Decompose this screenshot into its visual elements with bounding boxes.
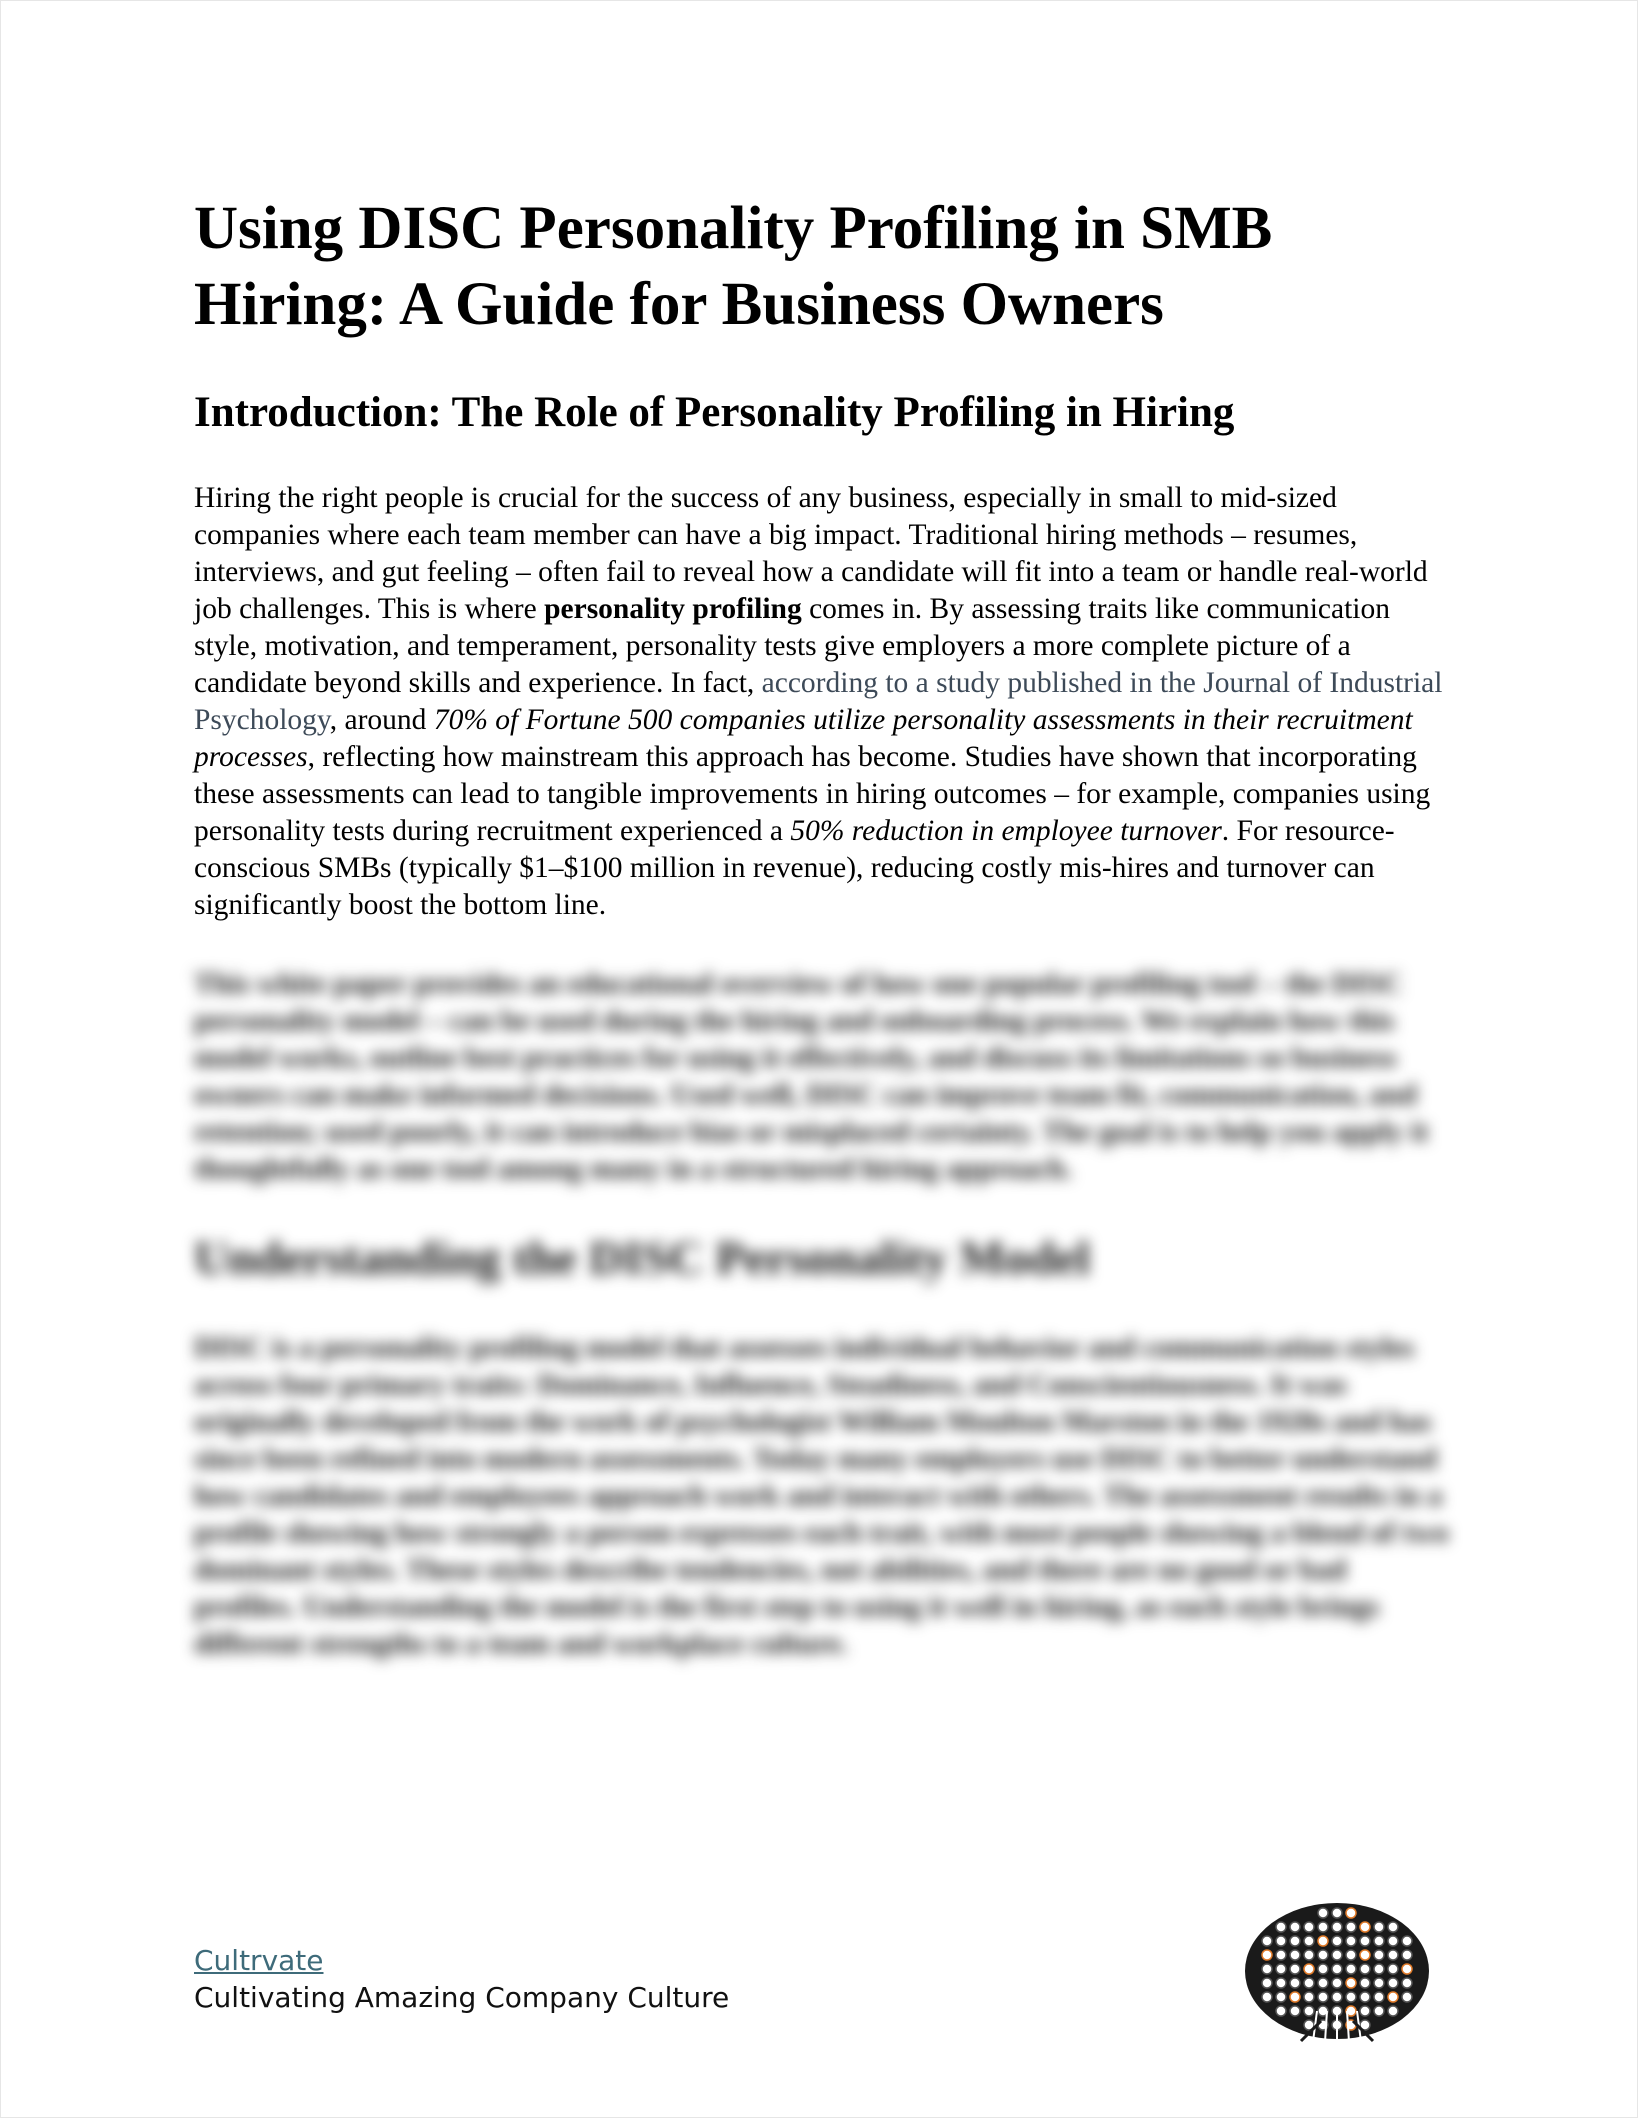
logo-node: [1332, 1950, 1342, 1960]
logo-node: [1276, 1992, 1286, 2002]
logo-node: [1276, 2006, 1286, 2016]
intro-italic-fortune-500: 70% of Fortune 500 companies utilize personality assessments in their recruitment processes: [194, 704, 1413, 773]
document-content: [194, 191, 1454, 1663]
logo-node: [1290, 1992, 1300, 2002]
document-title: Using DISC Personality Profiling in SMB Hiring: A Guide for Business Owners: [194, 195, 1273, 338]
logo-node: [1374, 1992, 1384, 2002]
logo-node: [1360, 1922, 1370, 1932]
logo-node: [1304, 1936, 1314, 1946]
logo-node: [1332, 1992, 1342, 2002]
logo-node: [1290, 1964, 1300, 1974]
logo-node: [1402, 1950, 1412, 1960]
logo-node: [1304, 1964, 1314, 1974]
logo-node: [1346, 1964, 1356, 1974]
footer-tagline: Cultivating Amazing Company Culture: [194, 1981, 730, 2014]
logo-node: [1276, 1964, 1286, 1974]
logo-node: [1318, 1992, 1328, 2002]
logo-node: [1402, 1978, 1412, 1988]
logo-node: [1374, 1978, 1384, 1988]
logo-node: [1402, 1992, 1412, 2002]
logo-node: [1276, 1922, 1286, 1932]
logo-node: [1388, 1978, 1398, 1988]
logo-node: [1304, 2006, 1314, 2016]
logo-node: [1360, 1978, 1370, 1988]
logo-node: [1388, 1950, 1398, 1960]
logo-node: [1290, 2006, 1300, 2016]
logo-node: [1262, 1964, 1272, 1974]
logo-node: [1304, 1992, 1314, 2002]
logo-node: [1374, 1950, 1384, 1960]
logo-node: [1360, 1936, 1370, 1946]
logo-node: [1402, 1964, 1412, 1974]
logo-node: [1290, 1950, 1300, 1960]
logo-node: [1304, 1922, 1314, 1932]
logo-node: [1318, 1908, 1328, 1918]
logo-node: [1374, 1936, 1384, 1946]
logo-node: [1360, 2006, 1370, 2016]
logo-node: [1332, 1936, 1342, 1946]
logo-node: [1346, 1950, 1356, 1960]
logo-node: [1290, 1978, 1300, 1988]
logo-node: [1388, 1922, 1398, 1932]
logo-node: [1374, 1922, 1384, 1932]
intro-heading: Introduction: The Role of Personality Profiling in Hiring: [194, 389, 1235, 436]
logo-node: [1304, 1950, 1314, 1960]
logo-node: [1276, 1978, 1286, 1988]
logo-node: [1332, 1978, 1342, 1988]
intro-text-4: , reflecting how mainstream this approach has become. Studies have shown that incorporating these assessments can lead to tangible improvements in hiring outcomes – for example, companies using personality tests during recruitment experienced a: [194, 741, 1431, 847]
logo-node: [1332, 1922, 1342, 1932]
logo-node: [1388, 1936, 1398, 1946]
intro-text-1: Hiring the right people is crucial for the success of any business, especially in small to mid-sized companies where each team member can have a big impact. Traditional hiring methods – resumes, interviews, and gut feeling – often fail to reveal how a candidate will fit into a team or handle real-world job challenges. This is where: [194, 482, 1428, 625]
blurred-paragraph-2: DISC is a personality profiling model that assesses individual behavior and communication styles across four primary traits: Dominance, Influence, Steadiness, and Conscientiousness. It was originally developed from the work of psychologist William Moulton Marston in the 1920s and has since been refined into modern assessments. Today many employers use DISC to better understand how candidates and employees approach work and interact with others. The assessment results in a profile showing how strongly a person expresses each trait, with most people showing a blend of two dominant styles. These styles describe tendencies, not abilities, and there are no good or bad profiles. Understanding the model is the first step to using it well in hiring, as each style brings different strengths to a team and workplace culture.: [194, 1332, 1449, 1660]
intro-text-2: comes in. By assessing traits like communication style, motivation, and temperament, personality tests give employers a more complete picture of a candidate beyond skills and experience. In fact,: [194, 593, 1390, 699]
brain-circuit-logo-icon: [1241, 1901, 1433, 2061]
logo-node: [1318, 1964, 1328, 1974]
logo-node: [1276, 1936, 1286, 1946]
logo-node: [1262, 1936, 1272, 1946]
logo-node: [1262, 1992, 1272, 2002]
logo-node: [1346, 1922, 1356, 1932]
intro-paragraph: [194, 480, 1454, 924]
logo-node: [1346, 1978, 1356, 1988]
logo-node: [1346, 1992, 1356, 2002]
logo-node: [1360, 1964, 1370, 1974]
logo-node: [1388, 1964, 1398, 1974]
logo-node: [1318, 1978, 1328, 1988]
blurred-paragraph-1: This white paper provides an educational overview of how one popular profiling tool – the DISC personality model – can be used during the hiring and onboarding process. We explain how this model works, outline best practices for using it effectively, and discuss its limitations so business owners can make informed decisions. Used well, DISC can improve team fit, communication, and retention; used poorly, it can introduce bias or misplaced certainty. The goal is to help you apply it thoughtfully as one tool among many in a structured hiring approach.: [194, 968, 1429, 1185]
logo-node: [1318, 1936, 1328, 1946]
logo-node: [1374, 1964, 1384, 1974]
logo-node: [1388, 1992, 1398, 2002]
logo-node: [1276, 1950, 1286, 1960]
footer-brand-link[interactable]: Cultrvate: [194, 1944, 324, 1977]
logo-node: [1360, 1992, 1370, 2002]
logo-node: [1290, 1936, 1300, 1946]
logo-node: [1318, 1950, 1328, 1960]
logo-node: [1262, 1978, 1272, 1988]
footer: [194, 1943, 729, 2017]
logo-node: [1332, 1908, 1342, 1918]
intro-italic-turnover: 50% reduction in employee turnover: [790, 815, 1222, 847]
intro-bold-personality-profiling: personality profiling: [544, 593, 802, 625]
blurred-heading: Understanding the DISC Personality Model: [194, 1232, 1091, 1285]
logo-node: [1374, 2006, 1384, 2016]
logo-node: [1346, 1908, 1356, 1918]
logo-node: [1304, 1978, 1314, 1988]
intro-text-5: . For resource-conscious SMBs (typically $1–$100 million in revenue), reducing costly mis-hires and turnover can significantly boost the bottom line.: [194, 815, 1395, 921]
intro-text-3: , around: [329, 704, 434, 736]
logo-node: [1290, 1922, 1300, 1932]
logo-node: [1402, 1936, 1412, 1946]
logo-node: [1360, 1950, 1370, 1960]
study-link[interactable]: according to a study published in the Journal of Industrial Psychology: [194, 667, 1443, 736]
logo-node: [1346, 1936, 1356, 1946]
logo-node: [1388, 2006, 1398, 2016]
logo-node: [1332, 1964, 1342, 1974]
logo-node: [1262, 1950, 1272, 1960]
logo-node: [1318, 1922, 1328, 1932]
